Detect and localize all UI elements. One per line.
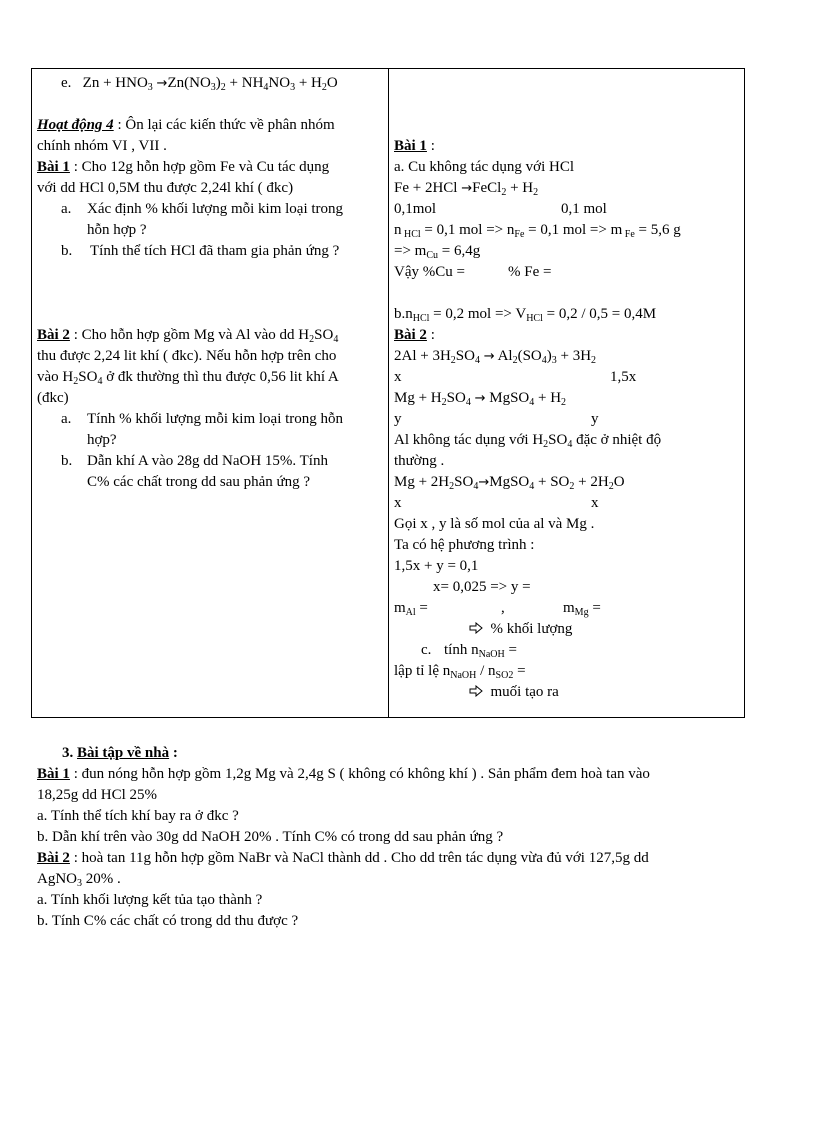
homework-bai2-line1: Bài 2 : hoà tan 11g hỗn hợp gồm NaBr và NaCl thành dd . Cho dd trên tác dụng vừa đủ với 127,5g dd: [37, 850, 649, 866]
right-x-2: x: [394, 495, 402, 511]
right-x-value: x= 0,025 => y =: [433, 579, 531, 595]
column-divider: [388, 69, 389, 717]
right-ti-le: lập tỉ lệ $n_{NaOH} / n_{SO2}$ =: [394, 663, 526, 681]
homework-heading: 3. Bài tập về nhà :: [62, 745, 178, 761]
homework-bai2-line2: AgNO$_3$ 20% .: [37, 871, 121, 889]
left-bai2-b-line2: C% các chất trong dd sau phản ứng ?: [87, 474, 311, 490]
homework-bai1-b: b. Dẫn khí trên vào 30g dd NaOH 20% . Tính C% có trong dd sau phản ứng ?: [37, 829, 504, 845]
left-bai2-line1: Bài 2 : Cho hỗn hợp gồm Mg và Al vào dd $H_2SO_4$: [37, 327, 339, 345]
right-m-al: $m_{Al}$ =: [394, 600, 428, 618]
right-bai1-title: Bài 1 :: [394, 138, 435, 154]
activity4-line2: chính nhóm VI , VII .: [37, 138, 167, 154]
activity4-heading: Hoạt động 4 : Ôn lại các kiến thức về phân nhóm: [37, 117, 335, 133]
right-m-mg: $m_{Mg}$ =: [563, 600, 601, 618]
right-15x: 1,5x: [610, 369, 637, 385]
right-eq-mg2: $Mg + 2H_2SO_4\to MgSO_4 + SO_2 + 2H_2O$: [394, 474, 625, 492]
right-line-1: a. Cu không tác dụng với HCl: [394, 159, 574, 175]
left-bai2-a-label: a.: [61, 411, 72, 427]
right-comma: ,: [501, 600, 505, 616]
left-bai1-b-label: b.: [61, 243, 73, 259]
right-goi: Gọi x , y là số mol của al và Mg .: [394, 516, 595, 532]
right-vay-fe: % Fe =: [508, 264, 552, 280]
right-eq-mg: $Mg + H_2SO_4$ → MgSO$_4$ + $H_2$: [394, 390, 567, 408]
left-bai1-a: a.: [61, 201, 72, 217]
left-bai1-line1: Bài 1 : Cho 12g hỗn hợp gồm Fe và Cu tác dụng: [37, 159, 330, 175]
left-bai2-b-label: b.: [61, 453, 73, 469]
right-bai2-title: Bài 2 :: [394, 327, 435, 343]
right-vay-cu: Vậy %Cu =: [394, 264, 465, 280]
right-arrow-icon: [469, 621, 483, 633]
right-line-n: n $_{HCl}$ = 0,1 mol => $n_{Fe} = 0,1$ mol => m $_{Fe}$ = 5,6 g: [394, 222, 681, 240]
item-e: e. $Zn + HNO_3 \to Zn(NO_3)_2 + NH_4NO_3 + H_2O$: [61, 75, 338, 93]
right-x-1: x: [394, 369, 402, 385]
right-c-naoh: tính $n_{NaOH}$ =: [444, 642, 517, 660]
left-bai2-a-line2: hợp?: [87, 432, 117, 448]
right-mol-a: 0,1mol: [394, 201, 437, 217]
right-he-pt: Ta có hệ phương trình :: [394, 537, 535, 553]
right-c-label: c.: [421, 642, 432, 658]
right-y-2: y: [591, 411, 599, 427]
left-bai1-line2: với dd HCl 0,5M thu được 2,24l khí ( đkc): [37, 180, 294, 196]
right-line-b: $b.n_{HCl} = 0,2$ mol => $V_{HCl} = 0,2 / 0,5 = 0,4M$: [394, 306, 657, 324]
right-eq-fe: Fe + 2HCl →FeCl$_2$ + $H_2$: [394, 180, 539, 198]
right-x-3: x: [591, 495, 599, 511]
left-bai2-line2: thu được 2,24 lit khí ( đkc). Nếu hỗn hợp trên cho: [37, 348, 337, 364]
left-bai2-line4: (đkc): [37, 390, 69, 406]
homework-bai1-line2: 18,25g dd HCl 25%: [37, 787, 157, 803]
right-percent: % khối lượng: [469, 620, 572, 638]
right-y-1: y: [394, 411, 402, 427]
right-al-note: Al không tác dụng với $H_2SO_4$ đặc ở nhiệt độ: [394, 432, 662, 450]
lesson-table: [31, 68, 745, 718]
right-arrow-icon: [469, 684, 483, 696]
right-mol-b: 0,1 mol: [561, 201, 607, 217]
homework-bai1-line1: Bài 1 : đun nóng hỗn hợp gồm 1,2g Mg và 2,4g S ( không có không khí ) . Sản phẩm đem hoà tan vào: [37, 766, 650, 782]
left-bai1-a-line2: hỗn hợp ?: [87, 222, 147, 238]
left-bai2-line3: vào $H_2SO_4$ ở đk thường thì thu được 0,56 lit khí A: [37, 369, 339, 387]
homework-bai2-b: b. Tính C% các chất có trong dd thu được ?: [37, 913, 299, 929]
left-bai1-a-line1: Xác định % khối lượng mỗi kim loại trong: [87, 201, 344, 217]
right-muoi: muối tạo ra: [469, 683, 559, 701]
left-bai2-a-line1: Tính % khối lượng mỗi kim loại trong hỗn: [87, 411, 344, 427]
right-line-mcu: => $m_{Cu} = 6,4g$: [394, 243, 481, 261]
left-bai1-b-line1: Tính thể tích HCl đã tham gia phản ứng ?: [90, 243, 340, 259]
homework-bai2-a: a. Tính khối lượng kết tủa tạo thành ?: [37, 892, 263, 908]
left-bai2-b-line1: Dẫn khí A vào 28g dd NaOH 15%. Tính: [87, 453, 328, 469]
homework-bai1-a: a. Tính thể tích khí bay ra ở đkc ?: [37, 808, 239, 824]
right-eq-al: $2Al + 3H_2SO_4 \to Al_2(SO_4)_3 + 3H_2$: [394, 348, 597, 366]
right-eq-sys: 1,5x + y = 0,1: [394, 558, 479, 574]
right-thuong: thường .: [394, 453, 445, 469]
